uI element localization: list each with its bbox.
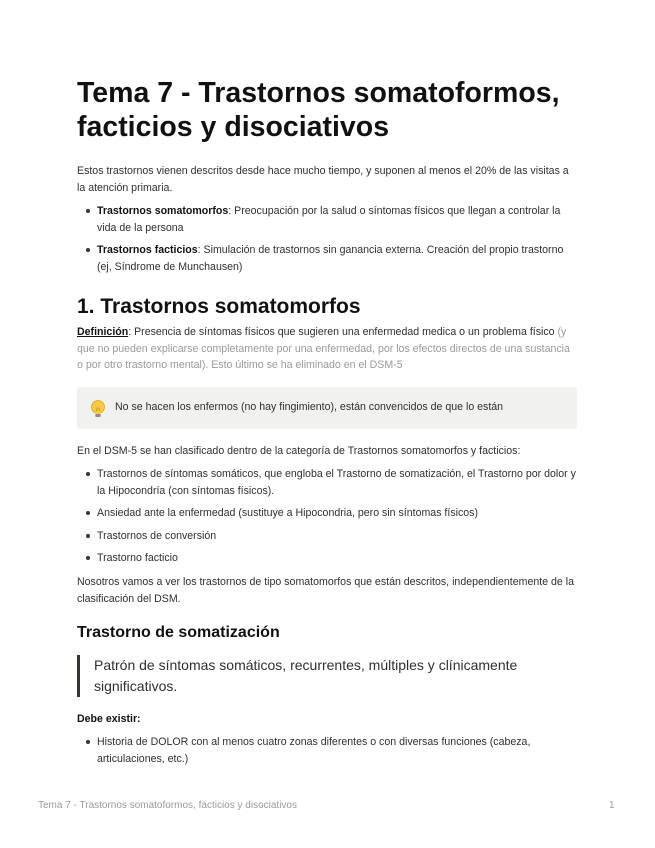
bullet-text: : Preocupación por la salud o síntomas físicos que llegan a controlar la vida de la persona <box>97 205 561 234</box>
callout-box <box>77 387 577 429</box>
bullet-text: Ansiedad ante la enfermedad (sustituye a Hipocondria, pero sin síntomas físicos) <box>97 507 478 519</box>
definition-text: : Presencia de síntomas físicos que sugieren una enfermedad medica o un problema físico <box>128 326 555 338</box>
closing-paragraph: Nosotros vamos a ver los trastornos de tipo somatomorfos que están descritos, independientemente de la clasificación del DSM. <box>77 576 574 605</box>
definition-paragraph <box>77 324 578 374</box>
page-number: 1 <box>609 800 615 811</box>
bullet-icon <box>86 209 90 213</box>
bullet-icon <box>86 534 90 538</box>
bullet-icon <box>86 511 90 515</box>
footer-title: Tema 7 - Trastornos somatoformos, facticios y disociativos <box>38 800 297 811</box>
definition-note: (y que no pueden explicarse completamente por una enfermedad, por los efectos directos de una sustancia o por otro trastorno mental). Esto último se ha eliminado en el DSM-5 <box>77 326 570 371</box>
subsection-heading: Trastorno de somatización <box>77 624 280 641</box>
bullet-icon <box>86 740 90 744</box>
dsm-intro: En el DSM-5 se han clasificado dentro de la categoría de Trastornos somatomorfos y facticios: <box>77 445 521 457</box>
callout-text: No se hacen los enfermos (no hay fingimiento), están convencidos de que lo están <box>115 401 504 413</box>
definition-label: Definición <box>77 326 129 338</box>
quote-text: Patrón de síntomas somáticos, recurrentes, múltiples y clínicamente significativos. <box>94 657 518 694</box>
bullet-icon <box>86 472 90 476</box>
bullet-icon <box>86 248 90 252</box>
bullet-text: Historia de DOLOR con al menos cuatro zonas diferentes o con diversas funciones (cabeza, articulaciones, etc.) <box>97 736 531 765</box>
lightbulb-icon <box>89 399 107 419</box>
bullet-text: Trastornos de síntomas somáticos, que engloba el Trastorno de somatización, el Trastorno por dolor y la Hipocondría (con síntomas físicos). <box>97 468 576 497</box>
bullet-term: Trastornos facticios <box>97 244 198 256</box>
bullet-term: Trastornos somatomorfos <box>97 205 229 217</box>
blockquote <box>77 655 570 697</box>
bullet-icon <box>86 556 90 560</box>
must-label: Debe existir: <box>77 713 141 725</box>
intro-paragraph: Estos trastornos vienen descritos desde hace mucho tiempo, y suponen al menos el 20% de las visitas a la atención primaria. <box>77 165 569 194</box>
bullet-text: Trastorno facticio <box>97 552 178 564</box>
section-heading: 1. Trastornos somatomorfos <box>77 295 361 318</box>
bullet-text: Trastornos de conversión <box>97 530 217 542</box>
bullet-text: : Simulación de trastornos sin ganancia externa. Creación del propio trastorno (ej, Síndrome de Munchausen) <box>97 244 564 273</box>
page-title: Tema 7 - Trastornos somatoformos, facticios y disociativos <box>77 77 560 143</box>
